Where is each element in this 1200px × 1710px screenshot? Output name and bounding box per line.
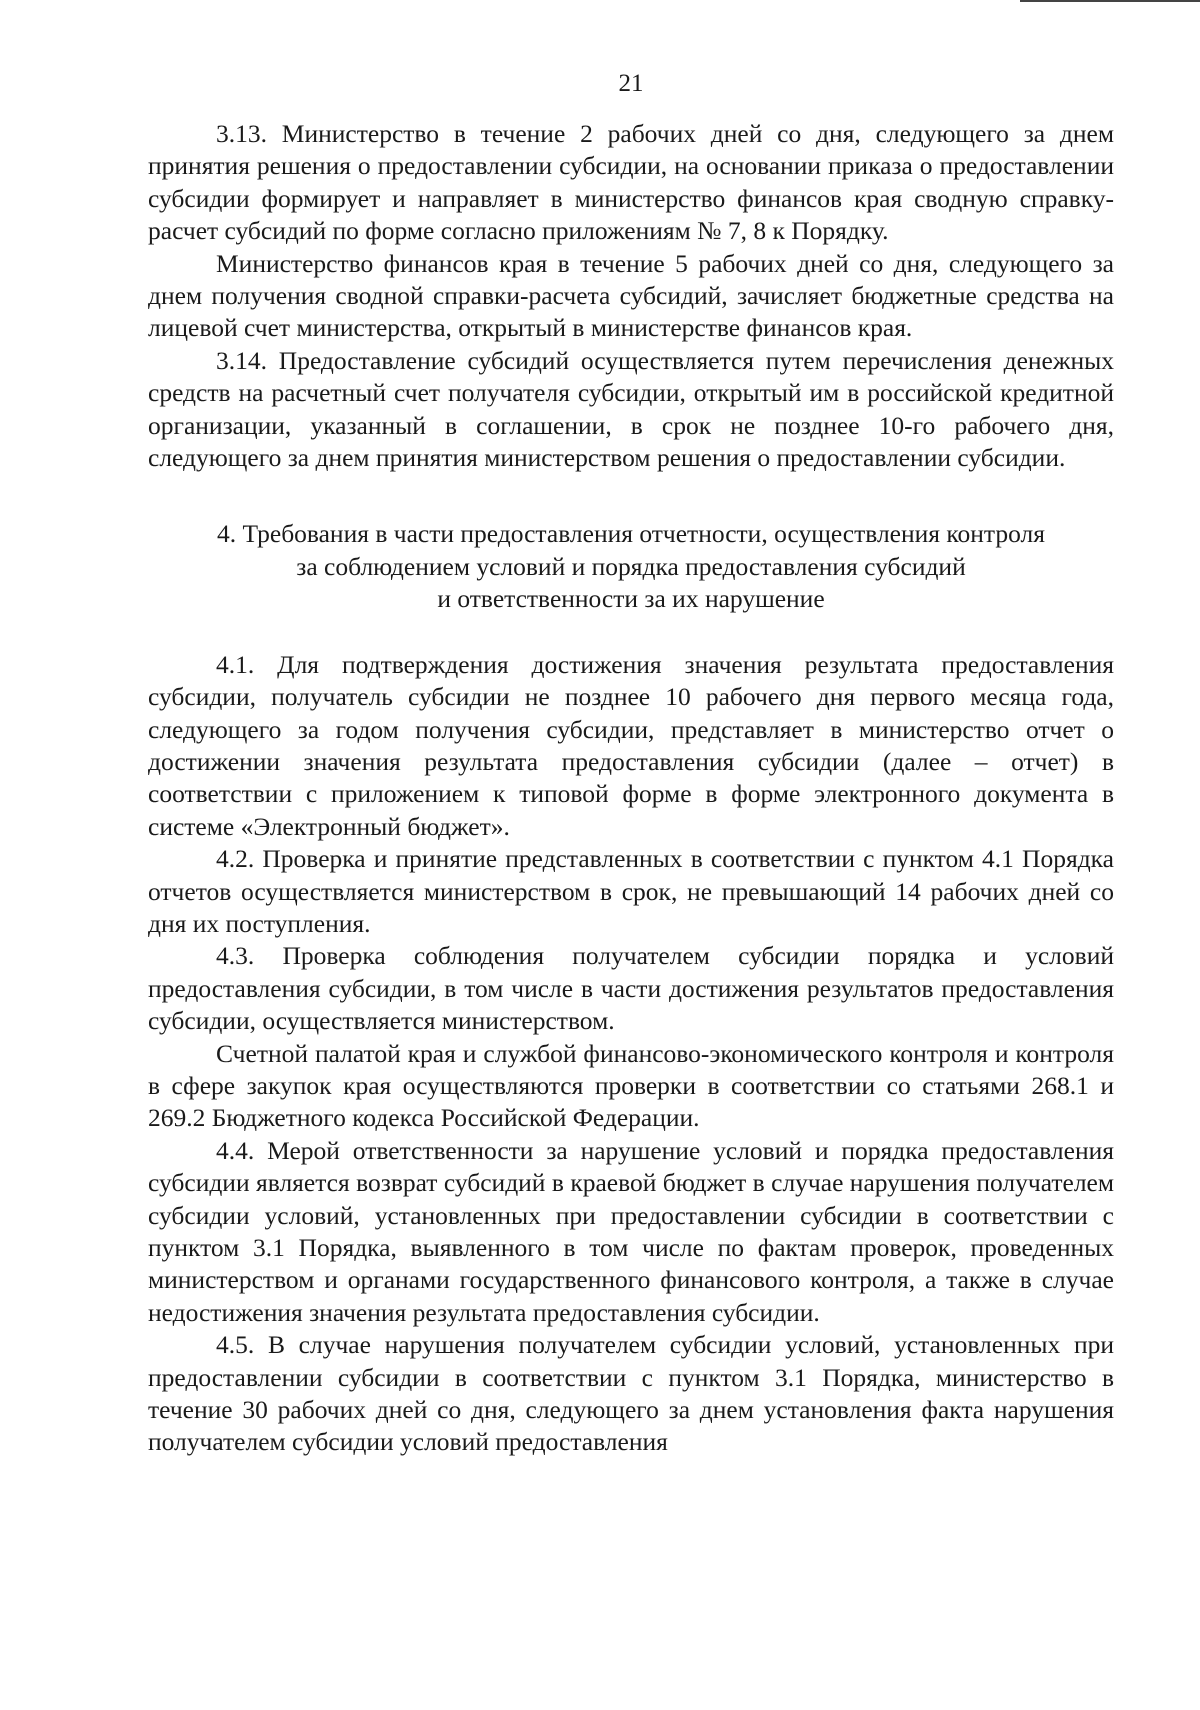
document-page <box>148 68 1114 1459</box>
paragraph-3-13-cont: Министерство финансов края в течение 5 рабочих дней со дня, следующего за днем получения сводной справки-расчета субсидий, зачисляет бюджетные средства на лицевой счет министерства, открытый в министерстве финансов края. <box>148 248 1114 343</box>
section-heading <box>148 518 1114 615</box>
paragraph-4-3: 4.3. Проверка соблюдения получателем субсидии порядка и условий предоставления субсидии, в том числе в части достижения результатов предоставления субсидии, осуществляется министерством. <box>148 941 1114 1036</box>
section-heading-line: за соблюдением условий и порядка предоставления субсидий <box>296 551 966 581</box>
top-edge-rule <box>1020 0 1200 2</box>
paragraph-3-14: 3.14. Предоставление субсидий осуществляется путем перечисления денежных средств на расчетный счет получателя субсидии, открытый им в российской кредитной организации, указанный в соглашении, в срок не позднее 10-го рабочего дня, следующего за днем принятия министерством решения о предоставлении субсидии. <box>148 345 1114 473</box>
paragraph-4-3-cont: Счетной палатой края и службой финансово-экономического контроля и контроля в сфере закупок края осуществляются проверки в соответствии со статьями 268.1 и 269.2 Бюджетного кодекса Российской Федерации. <box>148 1038 1114 1133</box>
paragraph-4-2: 4.2. Проверка и принятие представленных в соответствии с пунктом 4.1 Порядка отчетов осуществляется министерством в срок, не превышающий 14 рабочих дней со дня их поступления. <box>148 844 1114 938</box>
paragraph-4-1: 4.1. Для подтверждения достижения значения результата предоставления субсидии, получатель субсидии не позднее 10 рабочего дня первого месяца года, следующего за годом получения субсидии, представляет в министерство отчет о достижении значения результата предоставления субсидии (далее – отчет) в соответствии с приложением к типовой форме в форме электронного документа в системе «Электронный бюджет». <box>148 649 1114 841</box>
page-number: 21 <box>618 70 644 97</box>
paragraph-4-5: 4.5. В случае нарушения получателем субсидии условий, установленных при предоставлении субсидии в соответствии с пунктом 3.1 Порядка, министерство в течение 30 рабочих дней со дня, следующего за днем установления факта нарушения получателем субсидии условий предоставления <box>148 1330 1114 1457</box>
section-heading-line: 4. Требования в части предоставления отчетности, осуществления контроля <box>217 519 1045 549</box>
section-heading-line: и ответственности за их нарушение <box>437 584 825 614</box>
paragraph-3-13: 3.13. Министерство в течение 2 рабочих дней со дня, следующего за днем принятия решения о предоставлении субсидии, на основании приказа о предоставлении субсидии формирует и направляет в министерство финансов края сводную справку-расчет субсидий по форме согласно приложениям № 7, 8 к Порядку. <box>148 119 1114 246</box>
paragraph-4-4: 4.4. Мерой ответственности за нарушение условий и порядка предоставления субсидии является возврат субсидий в краевой бюджет в случае нарушения получателем субсидии условий, установленных при предоставлении субсидии в соответствии с пунктом 3.1 Порядка, выявленного в том числе по фактам проверок, проведенных министерством и органами государственного финансового контроля, а также в случае недостижения значения результата предоставления субсидии. <box>148 1135 1114 1327</box>
